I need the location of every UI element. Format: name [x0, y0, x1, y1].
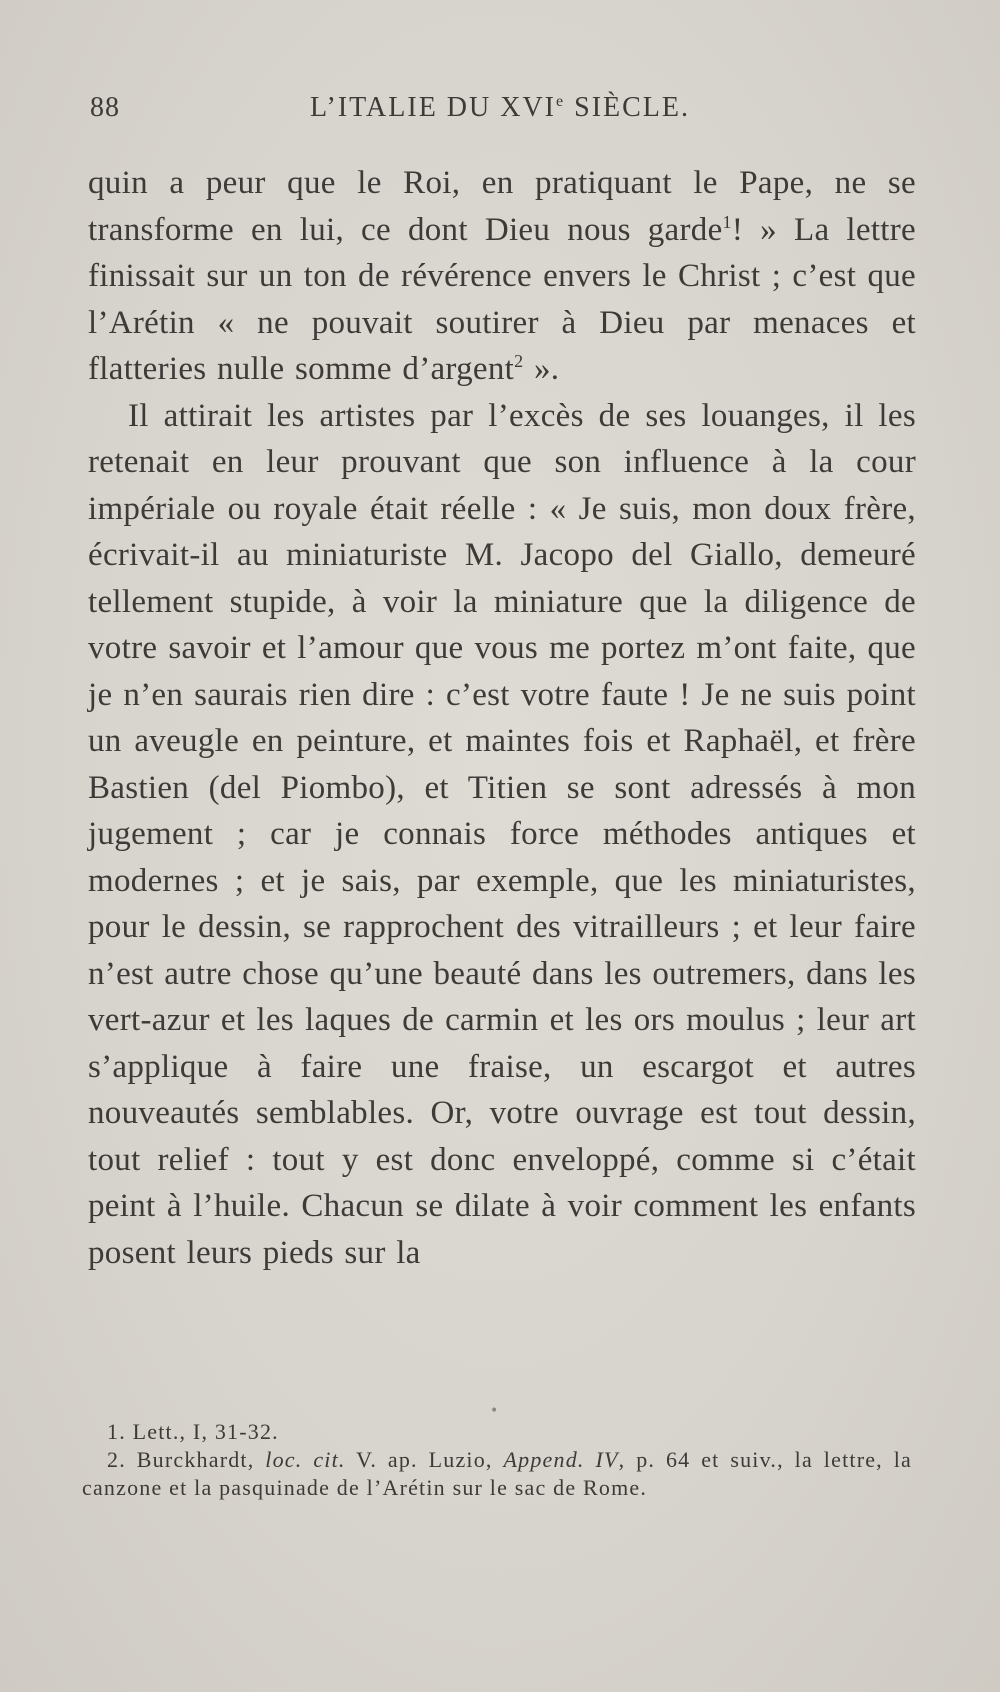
body-text — [88, 160, 916, 1276]
running-title-suffix: SIÈCLE. — [565, 92, 691, 123]
footnote-2-loc-cit: loc. cit. — [265, 1447, 346, 1472]
page-number: 88 — [90, 92, 120, 123]
running-title — [310, 92, 690, 124]
page-header — [90, 92, 910, 132]
footnote-2-part-b: V. ap. Luzio, — [345, 1447, 504, 1472]
footnote-2-part-a: 2. Burckhardt, — [107, 1447, 266, 1472]
running-title-text: L’ITALIE DU XVI — [310, 92, 557, 123]
footnote-2-appendix: Append. IV — [503, 1447, 619, 1472]
paragraph-1-part-a: quin a peur que le Roi, en pratiquant le Pape, ne se transforme en lui, ce dont Dieu nous garde — [88, 165, 916, 248]
footnote-2 — [82, 1446, 912, 1502]
century-superscript: e — [556, 93, 566, 110]
paragraph-1-part-b: ! » La lettre finissait sur un ton de révérence envers le Christ ; c’est que l’Arétin « ne pouvait soutirer à Dieu par menaces et flatteries nulle somme d’argent — [88, 211, 916, 387]
footnote-1: 1. Lett., I, 31-32. — [107, 1419, 279, 1444]
footnotes — [82, 1418, 912, 1502]
footnote-ref-2: 2 — [514, 351, 524, 371]
footnote-2-part-c: , p. 64 et suiv., la lettre, la canzone et la pasquinade de l’Arétin sur le sac de Rome. — [82, 1447, 913, 1500]
paragraph-1 — [88, 160, 916, 393]
paragraph-1-part-c: ». — [523, 351, 560, 387]
footnote-separator-dot: • — [490, 1403, 499, 1419]
footnote-ref-1: 1 — [722, 211, 732, 232]
paragraph-2: Il attirait les artistes par l’excès de ses louanges, il les retenait en leur prouvant que son influence à la cour impériale ou royale était réelle : « Je suis, mon doux frère, écrivait-il au miniaturiste M. Jacopo del Giallo, demeuré tellement stupide, à voir la miniature que la diligence de votre savoir et l’amour que vous me portez m’ont faite, que je n’en saurais rien dire : c’est votre faute ! Je ne suis point un aveugle en peinture, et maintes fois et Raphaël, et frère Bastien (del Piombo), et Titien se sont adressés à mon jugement ; car je connais force méthodes antiques et modernes ; et je sais, par exemple, que les miniaturistes, pour le dessin, se rapprochent des vitrailleurs ; et leur faire n’est autre chose qu’une beauté dans les outremers, dans les vert-azur et les laques de carmin et les ors moulus ; leur art s’applique à faire une fraise, un escargot et autres nouveautés semblables. Or, votre ouvrage est tout dessin, tout relief : tout y est donc enveloppé, comme si c’était peint à l’huile. Chacun se dilate à voir comment les enfants posent leurs pieds sur la — [88, 397, 916, 1271]
